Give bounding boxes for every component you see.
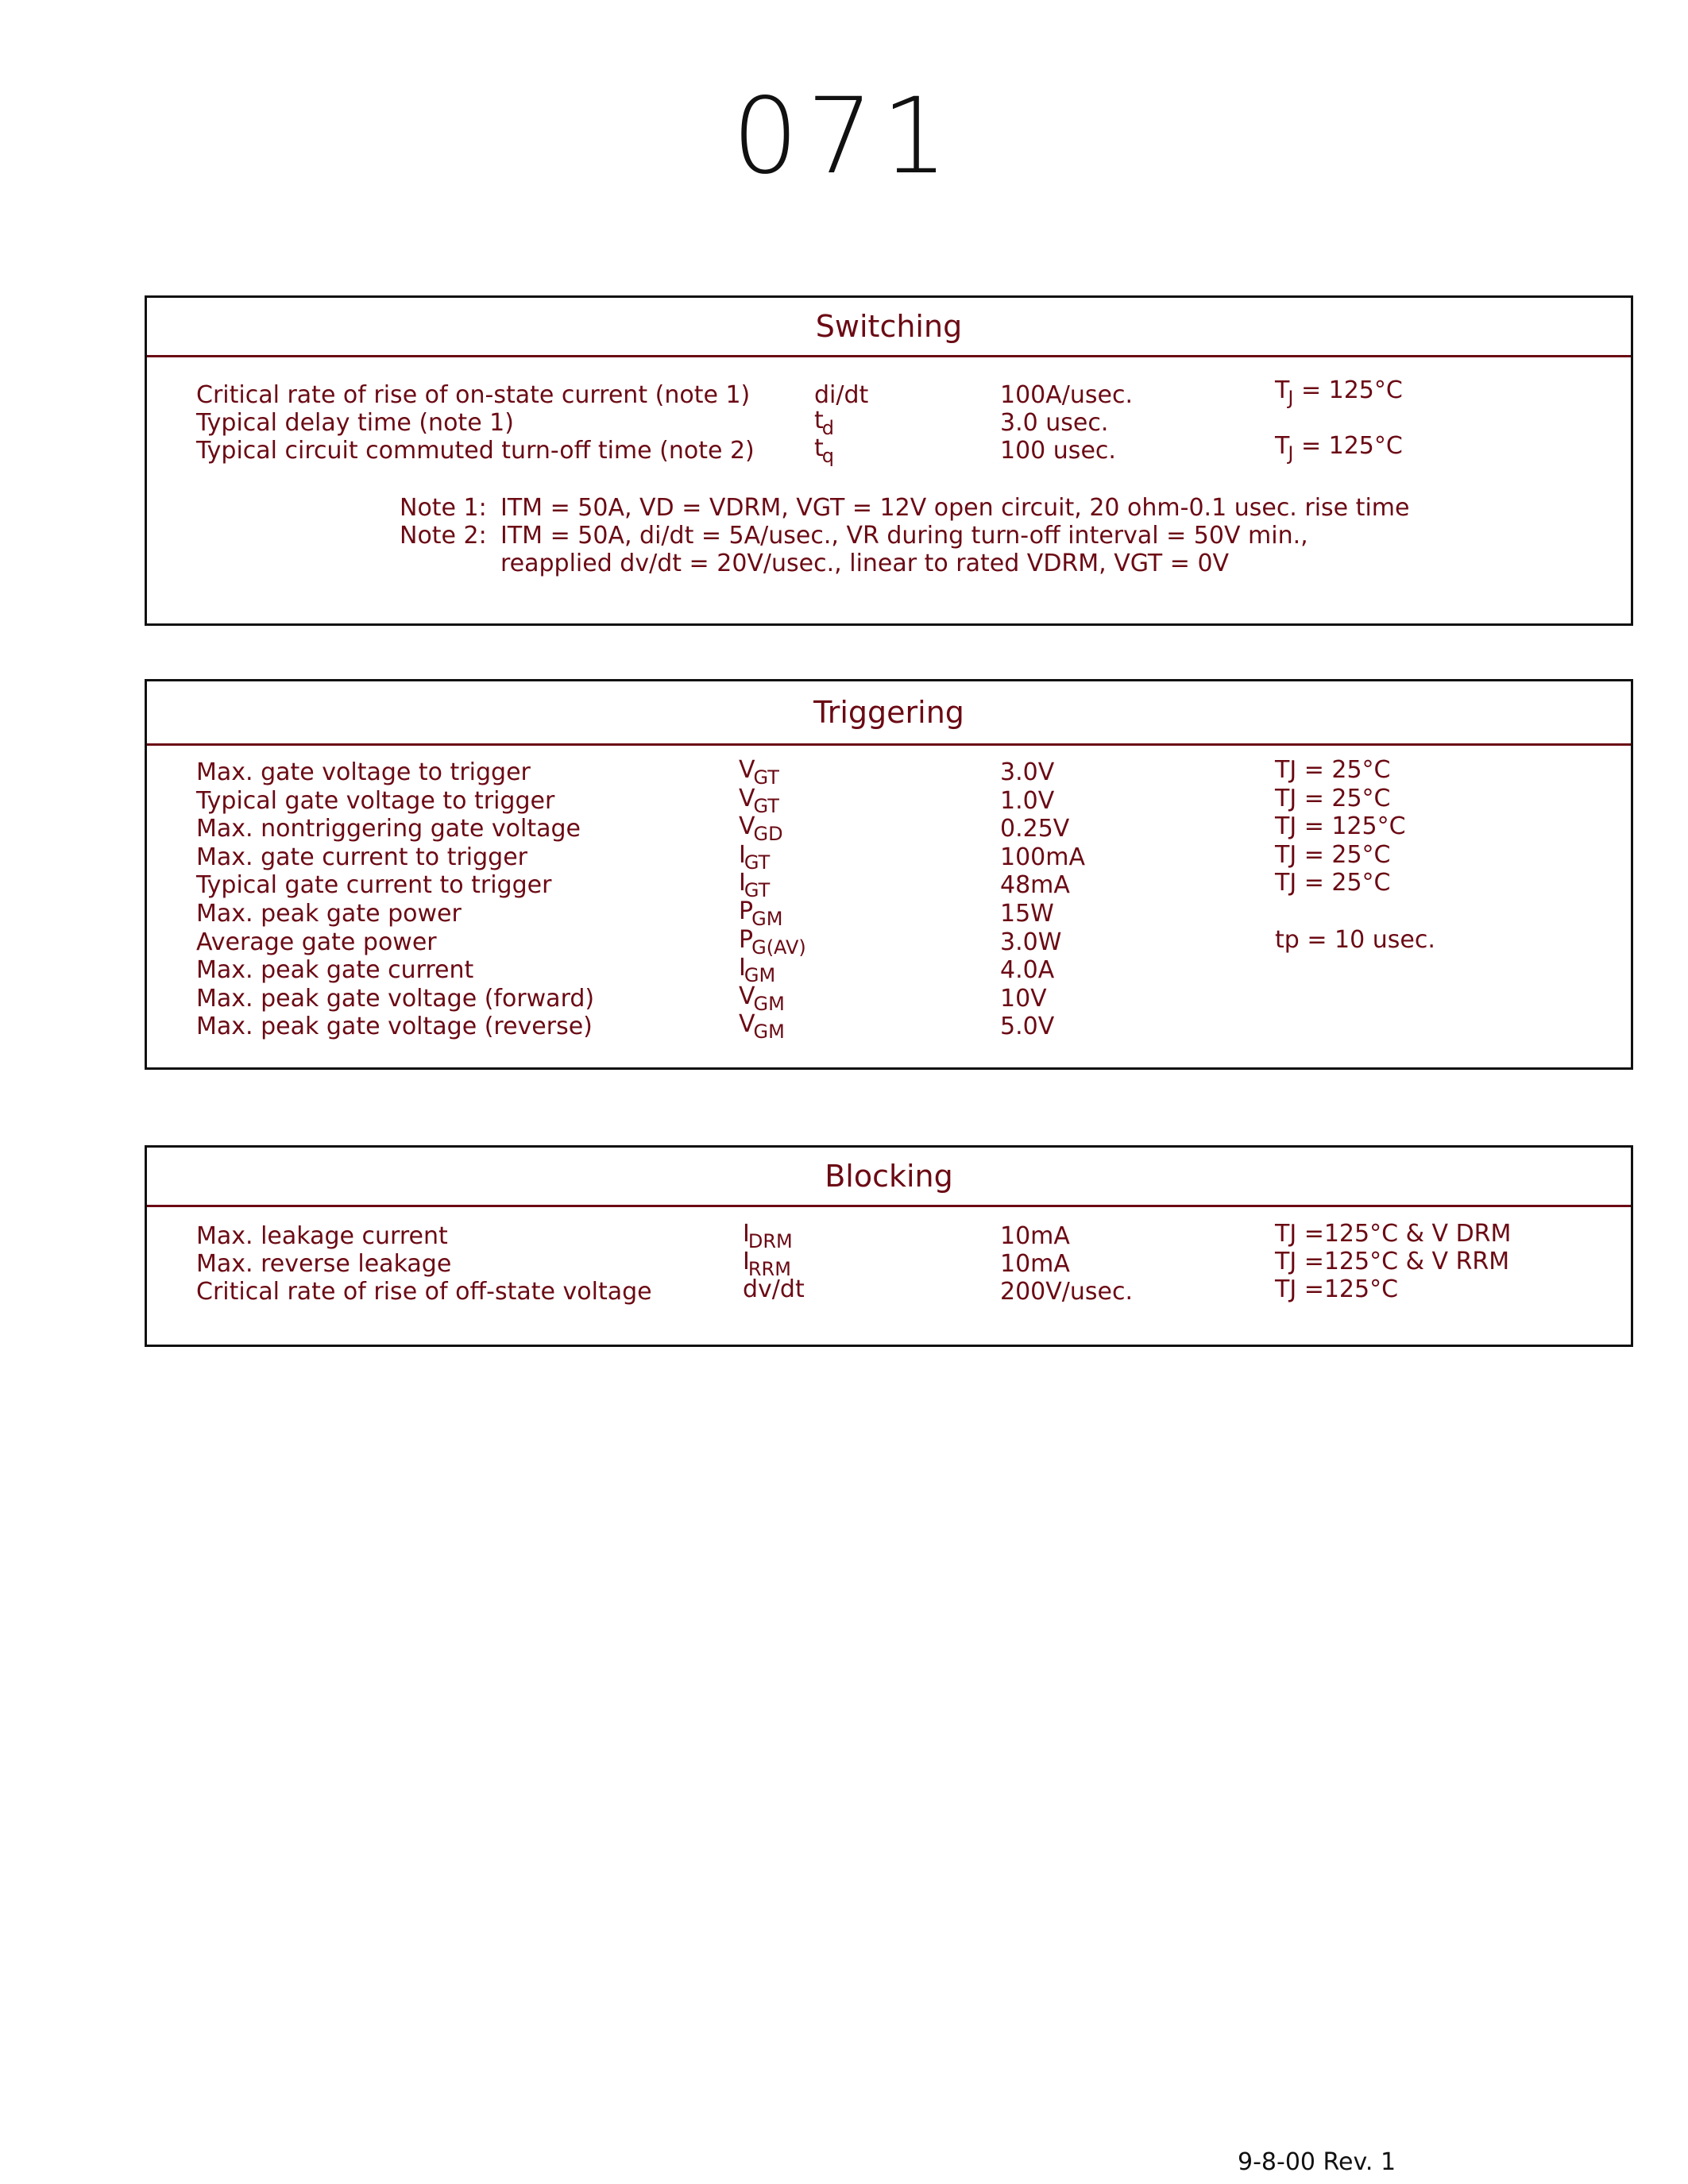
trigger-param: Max. peak gate voltage (reverse) — [196, 1013, 593, 1041]
switching-value: 100A/usec. — [1000, 381, 1134, 409]
note-2-label: Note 2: — [400, 522, 487, 550]
trigger-param: Max. gate current to trigger — [196, 843, 527, 871]
trigger-symbol: $V_{GD}$ — [739, 812, 783, 846]
trigger-value: 4.0A — [1000, 956, 1055, 985]
trigger-value: 3.0W — [1000, 928, 1062, 956]
note-1-label: Note 1: — [400, 494, 487, 522]
trigger-symbol: $V_{GT}$ — [739, 784, 779, 817]
blocking-param: Max. leakage current — [196, 1222, 448, 1250]
trigger-param: Max. peak gate power — [196, 900, 462, 928]
switching-condition: $T_J = 125^\circ C$ — [1275, 432, 1403, 465]
blocking-symbol: dv/dt — [743, 1275, 805, 1303]
trigger-condition: TJ = 25°C — [1275, 869, 1391, 897]
trigger-condition: TJ = 125°C — [1275, 812, 1406, 841]
trigger-symbol: $P_{GM}$ — [739, 897, 783, 930]
note-2-continuation: reapplied dv/dt = 20V/usec., linear to rated VDRM, VGT = 0V — [500, 550, 1230, 577]
trigger-value: 100mA — [1000, 843, 1086, 871]
blocking-param: Max. reverse leakage — [196, 1250, 452, 1278]
page-title: 071 — [732, 75, 956, 198]
trigger-value: 48mA — [1000, 871, 1070, 900]
switching-param: Typical circuit commuted turn-off time (note 2) — [196, 437, 755, 465]
trigger-param: Max. gate voltage to trigger — [196, 758, 531, 786]
switching-param: Typical delay time (note 1) — [196, 409, 514, 437]
blocking-param: Critical rate of rise of off-state voltage — [196, 1278, 652, 1306]
blocking-value: 200V/usec. — [1000, 1278, 1134, 1306]
trigger-symbol: $I_{GM}$ — [739, 954, 776, 987]
trigger-condition: TJ = 25°C — [1275, 840, 1391, 869]
triggering-header: Triggering — [147, 681, 1631, 746]
blocking-symbol: $I_{DRM}$ — [743, 1220, 793, 1252]
blocking-value: 10mA — [1000, 1222, 1070, 1250]
trigger-value: 5.0V — [1000, 1013, 1055, 1041]
switching-header: Switching — [147, 298, 1631, 357]
switching-symbol: $t_q$ — [814, 434, 834, 467]
trigger-symbol: $V_{GM}$ — [739, 1010, 785, 1044]
trigger-param: Typical gate current to trigger — [196, 871, 552, 900]
revision-footer: 9-8-00 Rev. 1 — [1238, 2148, 1396, 2176]
trigger-symbol: $V_{GT}$ — [739, 756, 779, 789]
switching-value: 3.0 usec. — [1000, 409, 1109, 437]
switching-param: Critical rate of rise of on-state current (note 1) — [196, 381, 751, 409]
blocking-condition: TJ =125°C — [1275, 1275, 1399, 1303]
trigger-value: 10V — [1000, 984, 1047, 1013]
trigger-condition: TJ = 25°C — [1275, 784, 1391, 812]
switching-section — [145, 295, 1633, 626]
trigger-param: Typical gate voltage to trigger — [196, 786, 555, 815]
note-2-text: ITM = 50A, di/dt = 5A/usec., VR during turn-off interval = 50V min., — [500, 522, 1308, 550]
trigger-value: 0.25V — [1000, 815, 1070, 843]
blocking-section — [145, 1145, 1633, 1347]
trigger-value: 15W — [1000, 900, 1054, 928]
trigger-value: 3.0V — [1000, 758, 1055, 786]
blocking-condition: TJ =125°C & V DRM — [1275, 1220, 1512, 1248]
blocking-condition: TJ =125°C & V RRM — [1275, 1248, 1510, 1275]
trigger-param: Max. nontriggering gate voltage — [196, 815, 581, 843]
switching-value: 100 usec. — [1000, 437, 1116, 465]
trigger-param: Max. peak gate current — [196, 956, 474, 985]
trigger-symbol: $I_{GT}$ — [739, 840, 771, 874]
triggering-section — [145, 679, 1633, 1070]
switching-condition: $T_J = 125^\circ C$ — [1275, 376, 1403, 409]
blocking-symbol: $I_{RRM}$ — [743, 1248, 791, 1280]
blocking-header: Blocking — [147, 1148, 1631, 1207]
switching-symbol: $t_d$ — [814, 407, 834, 439]
note-1-text: ITM = 50A, VD = VDRM, VGT = 12V open circuit, 20 ohm-0.1 usec. rise time — [500, 494, 1410, 522]
switching-symbol: di/dt — [814, 381, 869, 409]
trigger-condition: tp = 10 usec. — [1275, 925, 1435, 954]
trigger-condition: TJ = 25°C — [1275, 756, 1391, 784]
trigger-symbol: $V_{GM}$ — [739, 982, 785, 1015]
trigger-symbol: $I_{GT}$ — [739, 869, 771, 902]
trigger-value: 1.0V — [1000, 786, 1055, 815]
trigger-param: Max. peak gate voltage (forward) — [196, 984, 595, 1013]
blocking-value: 10mA — [1000, 1250, 1070, 1278]
trigger-symbol: $P_{G(AV)}$ — [739, 925, 806, 959]
trigger-param: Average gate power — [196, 928, 437, 956]
